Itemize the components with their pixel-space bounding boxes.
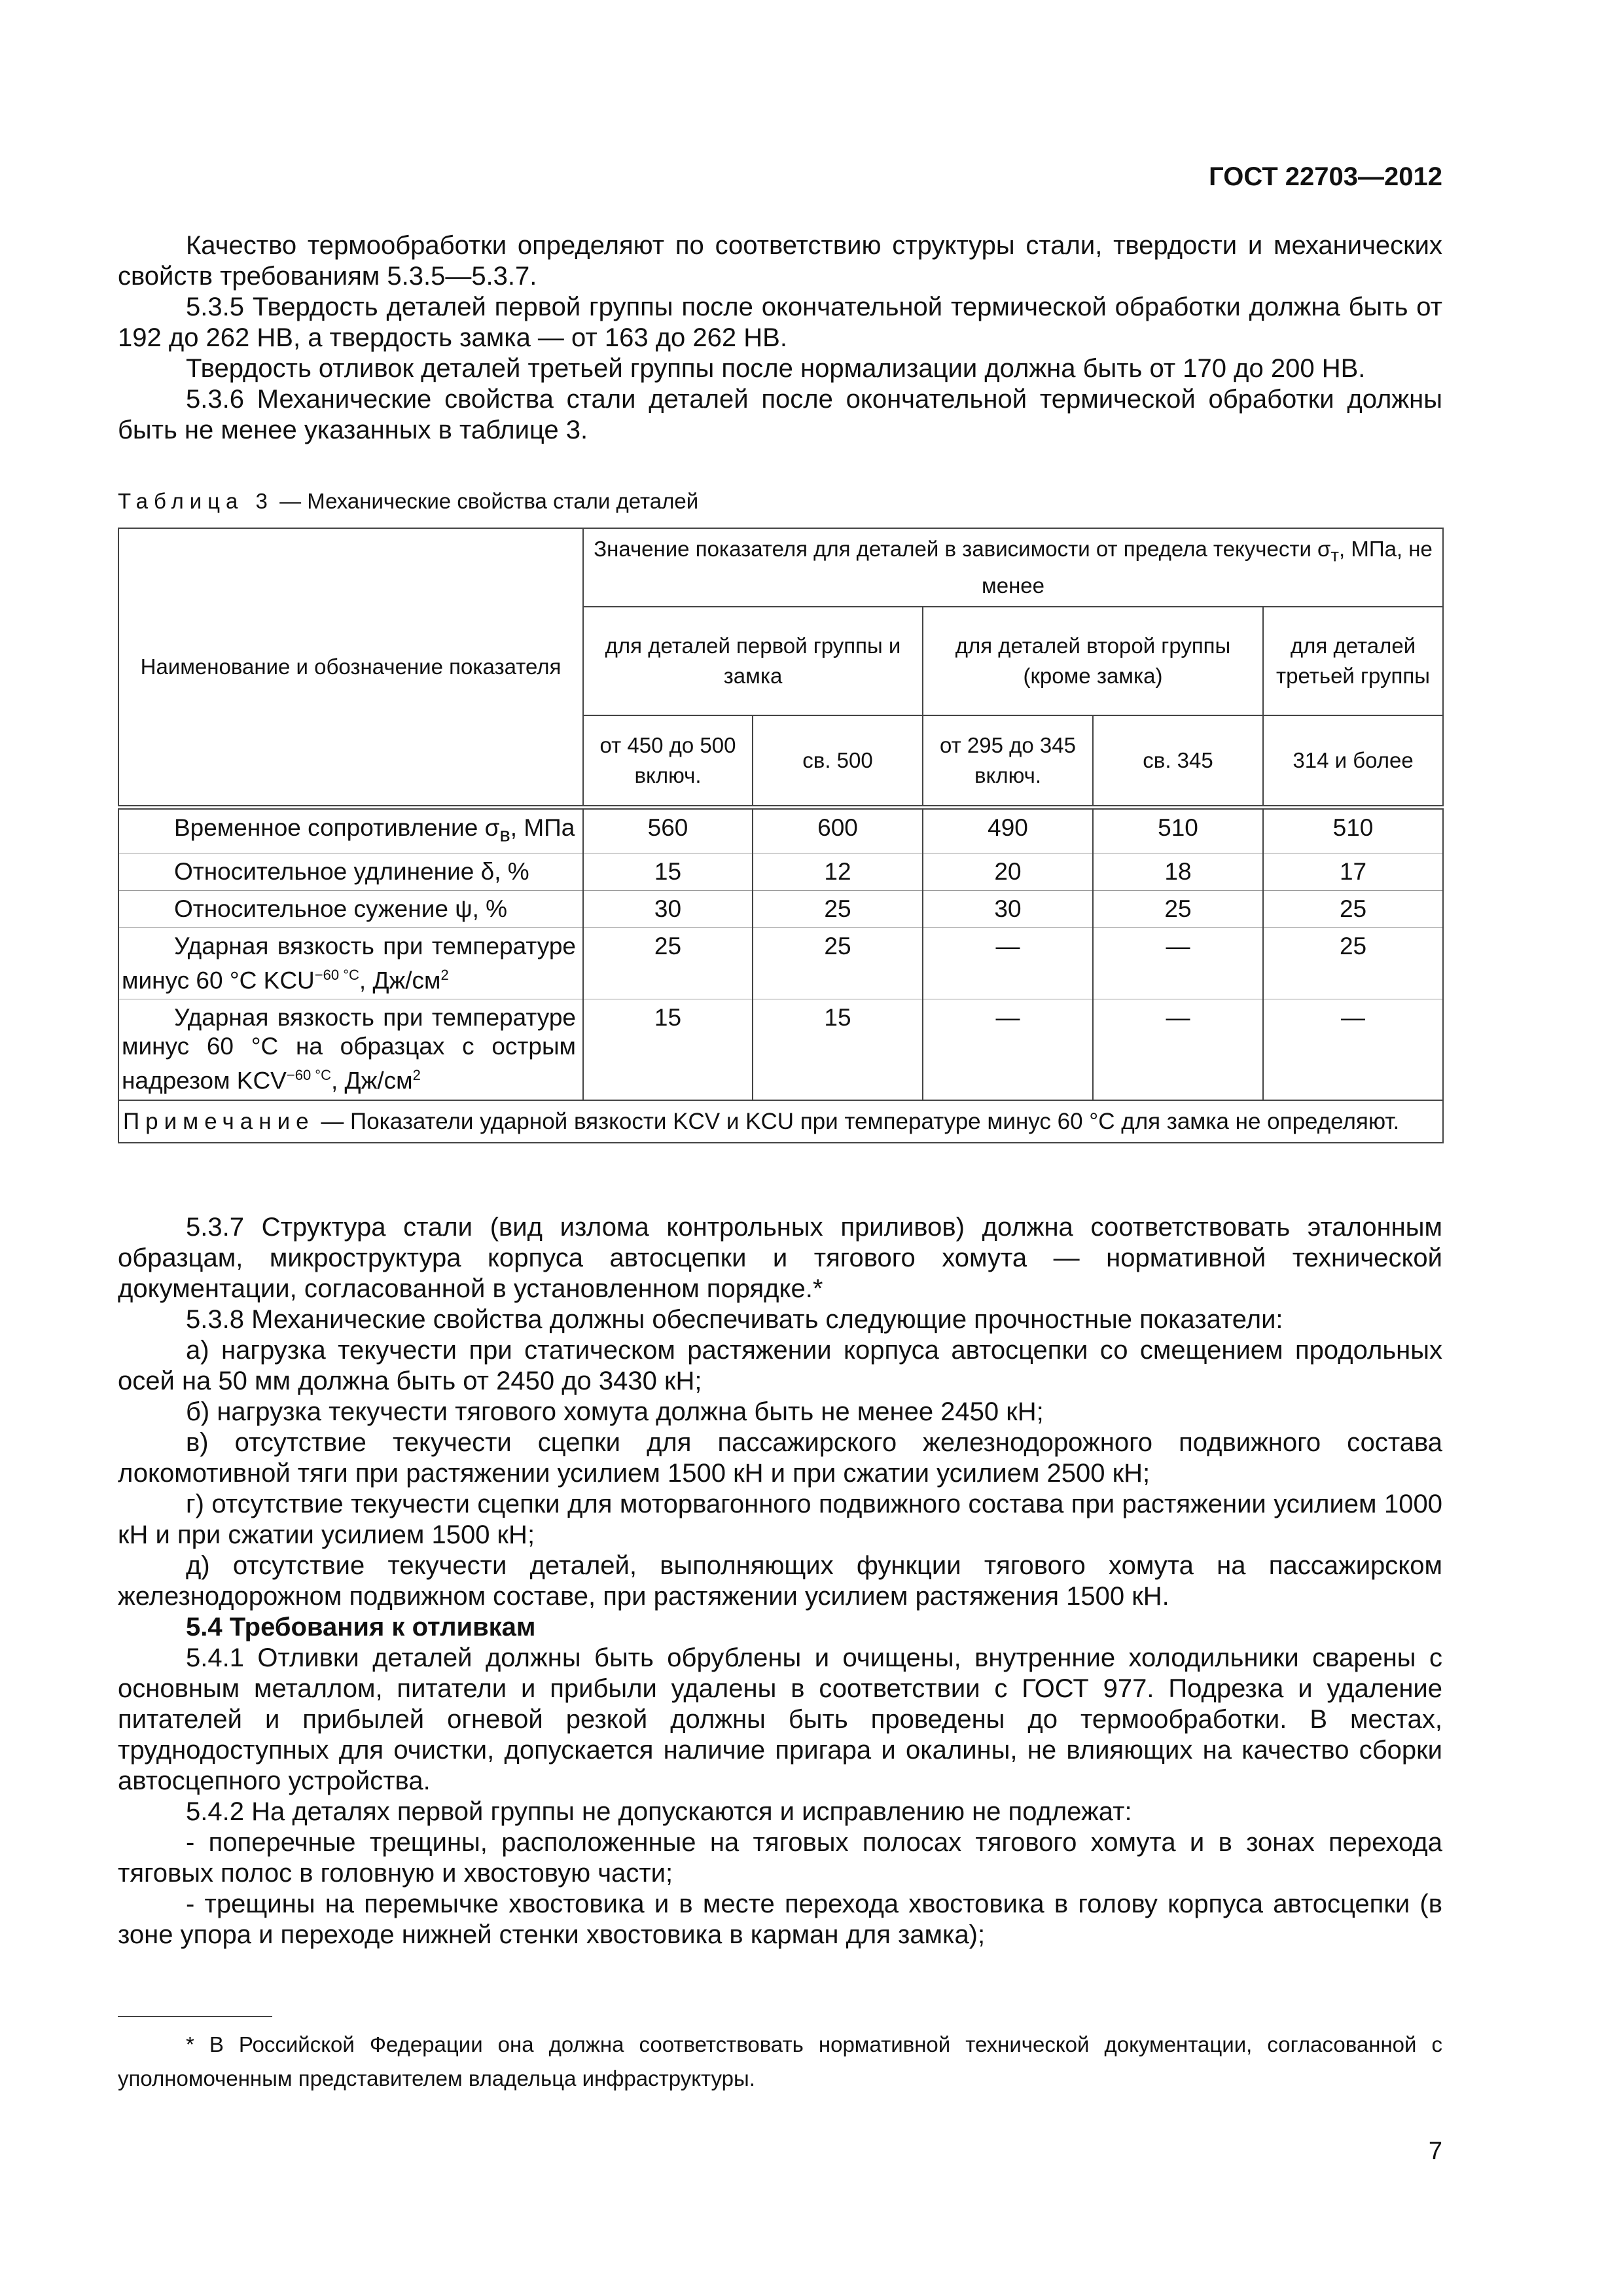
paragraph: Качество термообработки определяют по соответствию структуры стали, твердости и механических свойств требованиям 5.3.5—5.3.7. bbox=[118, 231, 1442, 291]
table-row bbox=[118, 853, 1443, 890]
table-cell: 25 bbox=[753, 927, 923, 999]
column-header-group-3: для деталей третьей группы bbox=[1263, 607, 1443, 715]
row-label: Относительное удлинение δ, % bbox=[118, 853, 583, 890]
column-header-range: св. 345 bbox=[1093, 715, 1263, 808]
table-cell: — bbox=[923, 999, 1093, 1100]
column-header-indicator: Наименование и обозначение показателя bbox=[118, 528, 583, 807]
table-caption bbox=[118, 489, 698, 514]
table-cell: — bbox=[1263, 999, 1443, 1100]
row-label: Ударная вязкость при температуре минус 60 °С на образцах с острым надрезом $KCV^{-60 ^\circ С}$, $Дж/см^2$ bbox=[118, 999, 583, 1100]
paragraph: 5.3.5 Твердость деталей первой группы после окончательной термической обработки должна быть от 192 до 262 НВ, а твердость замка — от 163 до 262 НВ. bbox=[118, 293, 1442, 352]
column-header-range: 314 и более bbox=[1263, 715, 1443, 808]
column-header-range: св. 500 bbox=[753, 715, 923, 808]
table-caption-text: — Механические свойства стали деталей bbox=[273, 489, 699, 513]
body-text-top bbox=[118, 230, 1442, 446]
table-cell: 15 bbox=[753, 999, 923, 1100]
column-header-range: от 450 до 500 включ. bbox=[583, 715, 753, 808]
table-caption-label: Таблица 3 bbox=[118, 489, 274, 513]
footnote: * В Российской Федерации она должна соответствовать нормативной технической документации, согласованной с уполномоченным представителем владельца инфраструктуры. bbox=[118, 2032, 1442, 2090]
row-label: Временное сопротивление $\sigma_в$, МПа bbox=[118, 807, 583, 853]
section-heading: 5.4 Требования к отливкам bbox=[186, 1613, 536, 1641]
paragraph: 5.3.8 Механические свойства должны обеспечивать следующие прочностные показатели: bbox=[186, 1305, 1283, 1334]
list-item: - поперечные трещины, расположенные на тяговых полосах тягового хомута и в зонах перехода тяговых полос в головную и хвостовую части; bbox=[118, 1828, 1442, 1888]
table-cell: 15 bbox=[583, 999, 753, 1100]
list-item: в) отсутствие текучести сцепки для пассажирского железнодорожного подвижного состава локомотивной тяги при растяжении усилием 1500 кН и при сжатии усилием 2500 кН; bbox=[118, 1428, 1442, 1488]
table-cell: 25 bbox=[753, 890, 923, 927]
paragraph: 5.3.7 Структура стали (вид излома контрольных приливов) должна соответствовать эталонным образцам, микроструктура корпуса автосцепки и тягового хомута — нормативной технической документации, согласованной в установленном порядке.* bbox=[118, 1213, 1442, 1303]
list-item: б) нагрузка текучести тягового хомута должна быть не менее 2450 кН; bbox=[186, 1397, 1044, 1426]
table-cell: 560 bbox=[583, 807, 753, 853]
table-note-label: Примечание bbox=[123, 1108, 315, 1134]
table-cell: — bbox=[1093, 999, 1263, 1100]
table-cell: 20 bbox=[923, 853, 1093, 890]
table-cell: 510 bbox=[1093, 807, 1263, 853]
list-item: д) отсутствие текучести деталей, выполняющих функции тягового хомута на пассажирском железнодорожном подвижном составе, при растяжении усилием растяжения 1500 кН. bbox=[118, 1551, 1442, 1611]
table-row bbox=[118, 927, 1443, 999]
table-cell: 18 bbox=[1093, 853, 1263, 890]
row-label: Относительное сужение ψ, % bbox=[118, 890, 583, 927]
paragraph: 5.4.2 На деталях первой группы не допускаются и исправлению не подлежат: bbox=[186, 1797, 1132, 1826]
table-cell: 25 bbox=[583, 927, 753, 999]
table-cell: — bbox=[1093, 927, 1263, 999]
table-cell: — bbox=[923, 927, 1093, 999]
table-cell: 17 bbox=[1263, 853, 1443, 890]
table-row bbox=[118, 807, 1443, 853]
paragraph: 5.4.1 Отливки деталей должны быть обрублены и очищены, внутренние холодильники сварены с основным металлом, питатели и прибыли удалены в соответствии с ГОСТ 977. Подрезка и удаление питателей и прибылей огневой резкой должны быть проведены до термообработки. В местах, труднодоступных для очистки, допускается наличие пригара и окалины, не влияющих на качество сборки автосцепного устройства. bbox=[118, 1643, 1442, 1795]
table-row bbox=[118, 890, 1443, 927]
column-header-values: Значение показателя для деталей в зависимости от предела текучести $\sigma_т$, МПа, не менее bbox=[583, 528, 1443, 607]
column-header-group-2: для деталей второй группы (кроме замка) bbox=[923, 607, 1263, 715]
paragraph: Твердость отливок деталей третьей группы после нормализации должна быть от 170 до 200 НВ. bbox=[186, 354, 1366, 383]
table-cell: 30 bbox=[583, 890, 753, 927]
table-cell: 12 bbox=[753, 853, 923, 890]
list-item: а) нагрузка текучести при статическом растяжении корпуса автосцепки со смещением продольных осей на 50 мм должна быть от 2450 до 3430 кН; bbox=[118, 1336, 1442, 1395]
table-row bbox=[118, 999, 1443, 1100]
table-cell: 25 bbox=[1263, 927, 1443, 999]
table-cell: 30 bbox=[923, 890, 1093, 927]
table-cell: 600 bbox=[753, 807, 923, 853]
page-number: 7 bbox=[1428, 2138, 1442, 2165]
row-label: Ударная вязкость при температуре минус 60 °С $KCU^{-60 ^\circ С}$, $Дж/см^2$ bbox=[118, 927, 583, 999]
mechanical-properties-table bbox=[118, 528, 1444, 1143]
document-header: ГОСТ 22703—2012 bbox=[1209, 162, 1442, 191]
table-cell: 510 bbox=[1263, 807, 1443, 853]
table-note bbox=[118, 1100, 1443, 1143]
body-text-bottom bbox=[118, 1212, 1442, 1950]
table-cell: 15 bbox=[583, 853, 753, 890]
column-header-range: от 295 до 345 включ. bbox=[923, 715, 1093, 808]
paragraph: 5.3.6 Механические свойства стали деталей после окончательной термической обработки должны быть не менее указанных в таблице 3. bbox=[118, 385, 1442, 444]
footnote-separator bbox=[118, 2016, 272, 2017]
table-note-text: — Показатели ударной вязкости KCV и KCU при температуре минус 60 °С для замка не определяют. bbox=[314, 1108, 1400, 1134]
table-cell: 25 bbox=[1093, 890, 1263, 927]
table-cell: 25 bbox=[1263, 890, 1443, 927]
list-item: г) отсутствие текучести сцепки для моторвагонного подвижного состава при растяжении усилием 1000 кН и при сжатии усилием 1500 кН; bbox=[118, 1490, 1442, 1549]
column-header-group-1: для деталей первой группы и замка bbox=[583, 607, 923, 715]
list-item: - трещины на перемычке хвостовика и в месте перехода хвостовика в голову корпуса автосцепки (в зоне упора и переходе нижней стенки хвостовика в карман для замка); bbox=[118, 1890, 1442, 1949]
table-cell: 490 bbox=[923, 807, 1093, 853]
